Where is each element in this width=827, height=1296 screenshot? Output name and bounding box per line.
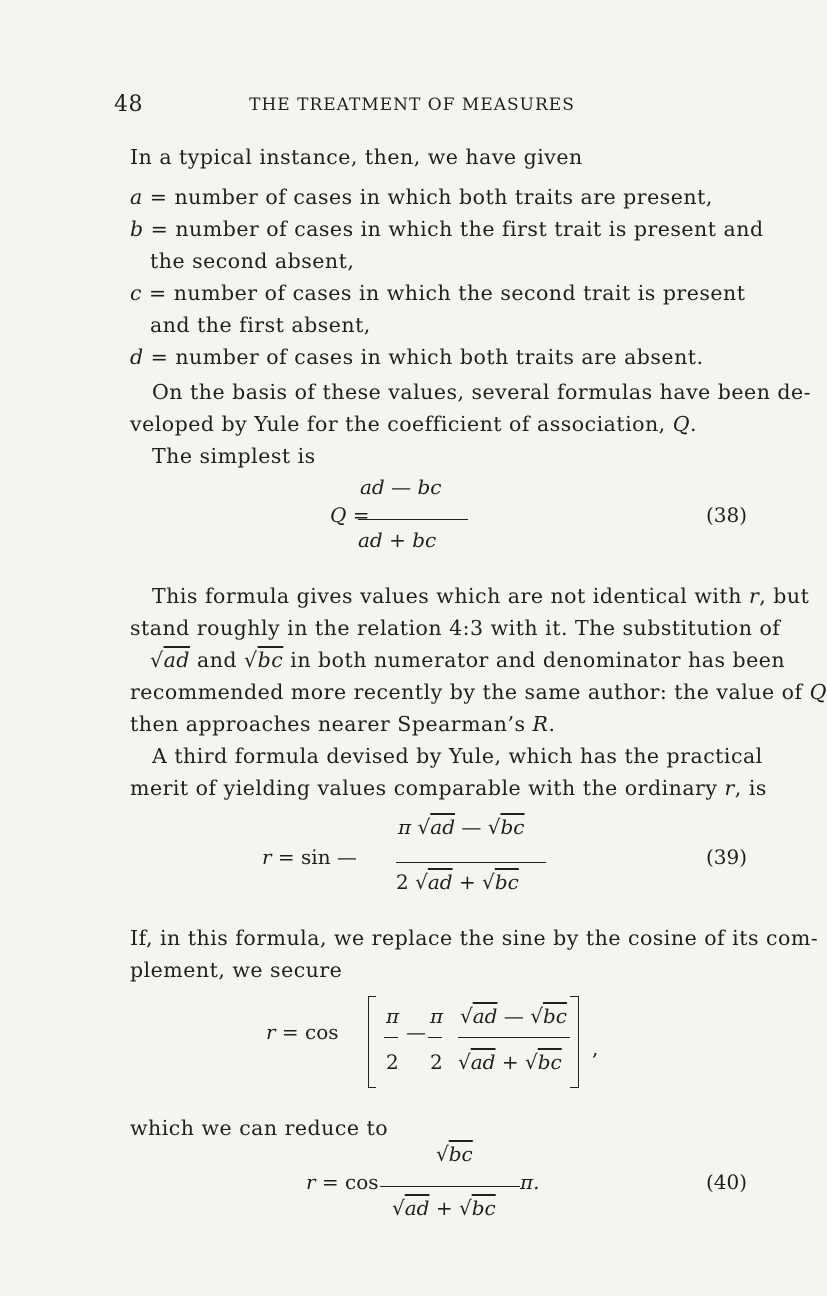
page-number: 48 [114, 92, 143, 117]
eq40-denominator: √ad + √bc [392, 1196, 496, 1220]
eqcos-bar2 [428, 1037, 442, 1038]
para3-line1: A third formula devised by Yule, which has the practical [152, 744, 763, 768]
eqcos-pi2: π [430, 1004, 444, 1028]
eq39-denominator: 2 √ad + √bc [396, 870, 519, 894]
eq38-tag: (38) [706, 503, 748, 527]
eq40-tag: (40) [706, 1170, 748, 1194]
left-bracket-bottom [368, 1087, 376, 1088]
para4-line1: If, in this formula, we replace the sine by the cosine of its com- [130, 926, 819, 950]
para5-line: which we can reduce to [130, 1116, 389, 1140]
eqcos-comma: , [592, 1036, 599, 1060]
eq39-lhs: r = sin — [262, 845, 357, 869]
para3-line2: merit of yielding values comparable with the ordinary r, is [130, 776, 767, 800]
para2-line2: stand roughly in the relation 4:3 with it. The substitution of [130, 616, 781, 640]
definition-list [130, 181, 770, 373]
para2-line3: √ad and √bc in both numerator and denominator has been [150, 648, 786, 672]
para2-line4: recommended more recently by the same author: the value of Q [130, 680, 827, 704]
eq39-tag: (39) [706, 845, 748, 869]
eqcos-numerator: √ad — √bc [460, 1004, 567, 1028]
right-bracket-top [570, 996, 579, 997]
eqcos-lhs: r = cos [266, 1020, 339, 1044]
eqcos-two2: 2 [430, 1050, 443, 1074]
left-bracket-top [368, 996, 376, 997]
para4-line2: plement, we secure [130, 958, 343, 982]
eq38-lhs: Q = [330, 503, 370, 527]
eqcos-fraction-bar [458, 1037, 570, 1038]
eq40-lhs: r = cos [306, 1170, 379, 1194]
para2-line1: This formula gives values which are not identical with r, but [152, 584, 810, 608]
page-header [114, 92, 710, 122]
eq38-fraction-bar [358, 519, 468, 520]
para1-line3: The simplest is [152, 444, 316, 468]
eq38-denominator: ad + bc [358, 528, 437, 552]
eq39-numerator: π √ad — √bc [398, 815, 525, 839]
running-head: THE TREATMENT OF MEASURES [249, 95, 575, 115]
eqcos-bar1 [384, 1037, 398, 1038]
definition-a: a = number of cases in which both traits are present, [130, 185, 713, 209]
left-bracket [368, 996, 369, 1088]
eqcos-denominator: √ad + √bc [458, 1050, 562, 1074]
para1-line2: veloped by Yule for the coefficient of association, Q. [130, 412, 698, 436]
eqcos-dash: — [406, 1020, 426, 1044]
right-bracket [578, 996, 579, 1088]
eqcos-two1: 2 [386, 1050, 399, 1074]
definition-d: d = number of cases in which both traits are absent. [130, 345, 704, 369]
eq40-fraction-bar [380, 1186, 520, 1187]
eqcos-pi1: π [386, 1004, 400, 1028]
eq40-pi: π. [520, 1170, 540, 1194]
eq40-numerator: √bc [436, 1142, 473, 1166]
definition-c: c = number of cases in which the second trait is present and the first absent, [130, 281, 746, 337]
para1-line1: On the basis of these values, several formulas have been de- [152, 380, 812, 404]
para2-line5: then approaches nearer Spearman’s R. [130, 712, 556, 736]
intro-line: In a typical instance, then, we have given [130, 145, 583, 169]
eq39-fraction-bar [396, 862, 546, 863]
right-bracket-bottom [570, 1087, 579, 1088]
definition-b: b = number of cases in which the first trait is present and the second absent, [130, 217, 764, 273]
eq38-numerator: ad — bc [360, 475, 442, 499]
